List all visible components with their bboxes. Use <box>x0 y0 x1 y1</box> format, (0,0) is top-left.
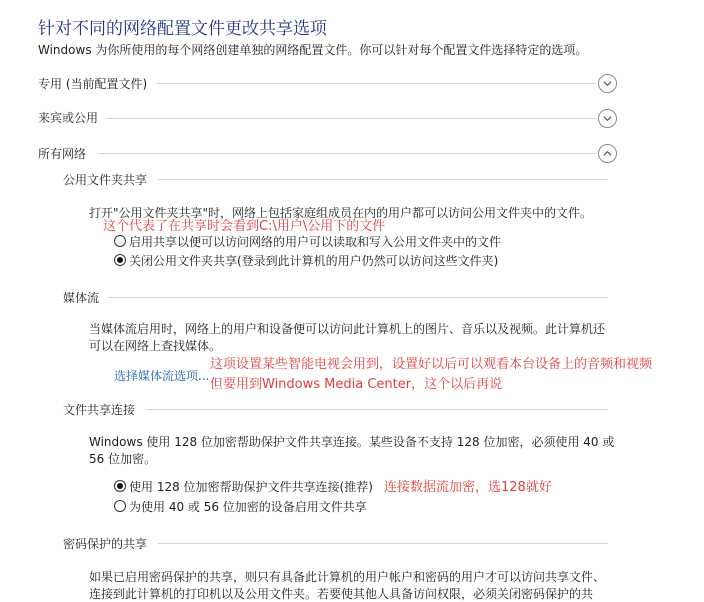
expand-private-button[interactable] <box>598 74 617 93</box>
file-sharing-description-line2: 56 位加密。 <box>89 452 157 466</box>
enable-public-sharing-radio[interactable] <box>114 235 126 247</box>
disable-public-sharing-label[interactable]: 关闭公用文件夹共享(登录到此计算机的用户仍然可以访问这些文件夹) <box>129 254 499 268</box>
section-divider <box>106 118 596 119</box>
page-title: 针对不同的网络配置文件更改共享选项 <box>38 19 327 39</box>
password-description-line2: 连接到此计算机的打印机以及公用文件夹。若要使其他人具备访问权限，必须关闭密码保护的共 <box>89 587 594 601</box>
expand-guest-button[interactable] <box>598 109 617 128</box>
chevron-down-icon <box>602 78 613 89</box>
encryption-40-56-label[interactable]: 为使用 40 或 56 位加密的设备启用文件共享 <box>129 500 367 514</box>
media-streaming-options-link[interactable]: 选择媒体流选项... <box>114 369 210 383</box>
disable-public-sharing-radio[interactable] <box>114 254 126 266</box>
profile-guest-label[interactable]: 来宾或公用 <box>38 111 99 125</box>
media-description-line1: 当媒体流启用时，网络上的用户和设备便可以访问此计算机上的图片、音乐以及视频。此计算机还 <box>89 322 606 336</box>
encryption-40-56-radio[interactable] <box>114 500 126 512</box>
file-sharing-description-line1: Windows 使用 128 位加密帮助保护文件共享连接。某些设备不支持 128 位加密，必须使用 40 或 <box>89 435 615 449</box>
file-sharing-heading: 文件共享连接 <box>63 403 136 417</box>
encryption-128-radio[interactable] <box>114 480 126 492</box>
section-divider <box>156 83 596 84</box>
chevron-down-icon <box>602 113 613 124</box>
public-folder-heading: 公用文件夹共享 <box>63 173 148 187</box>
subsection-divider <box>108 297 608 298</box>
file-sharing-annotation: 连接数据流加密，选128就好 <box>384 480 552 495</box>
subsection-divider <box>158 179 608 180</box>
public-folder-annotation: 这个代表了在共享时会看到C:\用户\公用下的文件 <box>103 219 386 234</box>
profile-all-networks-label[interactable]: 所有网络 <box>38 147 87 161</box>
subsection-divider <box>158 543 608 544</box>
section-divider <box>98 153 596 154</box>
media-annotation-line2: 但要用到Windows Media Center，这个以后再说 <box>210 377 503 392</box>
encryption-128-label[interactable]: 使用 128 位加密帮助保护文件共享连接(推荐) <box>129 480 373 494</box>
media-description-line2: 可以在网络上查找媒体。 <box>89 339 222 353</box>
subsection-divider <box>146 409 608 410</box>
media-heading: 媒体流 <box>63 291 100 305</box>
collapse-all-networks-button[interactable] <box>598 144 617 163</box>
page-description: Windows 为你所使用的每个网络创建单独的网络配置文件。你可以针对每个配置文件选择特定的选项。 <box>38 43 588 57</box>
media-annotation-line1: 这项设置某些智能电视会用到，设置好以后可以观看本台设备上的音频和视频 <box>210 357 653 372</box>
password-sharing-heading: 密码保护的共享 <box>63 537 148 551</box>
password-description-line1: 如果已启用密码保护的共享，则只有具备此计算机的用户帐户和密码的用户才可以访问共享文件、 <box>89 570 606 584</box>
public-folder-description: 打开"公用文件夹共享"时，网络上包括家庭组成员在内的用户都可以访问公用文件夹中的文件。 <box>89 206 593 220</box>
chevron-up-icon <box>602 148 613 159</box>
profile-private-label[interactable]: 专用 (当前配置文件) <box>38 77 148 91</box>
enable-public-sharing-label[interactable]: 启用共享以便可以访问网络的用户可以读取和写入公用文件夹中的文件 <box>129 235 502 249</box>
